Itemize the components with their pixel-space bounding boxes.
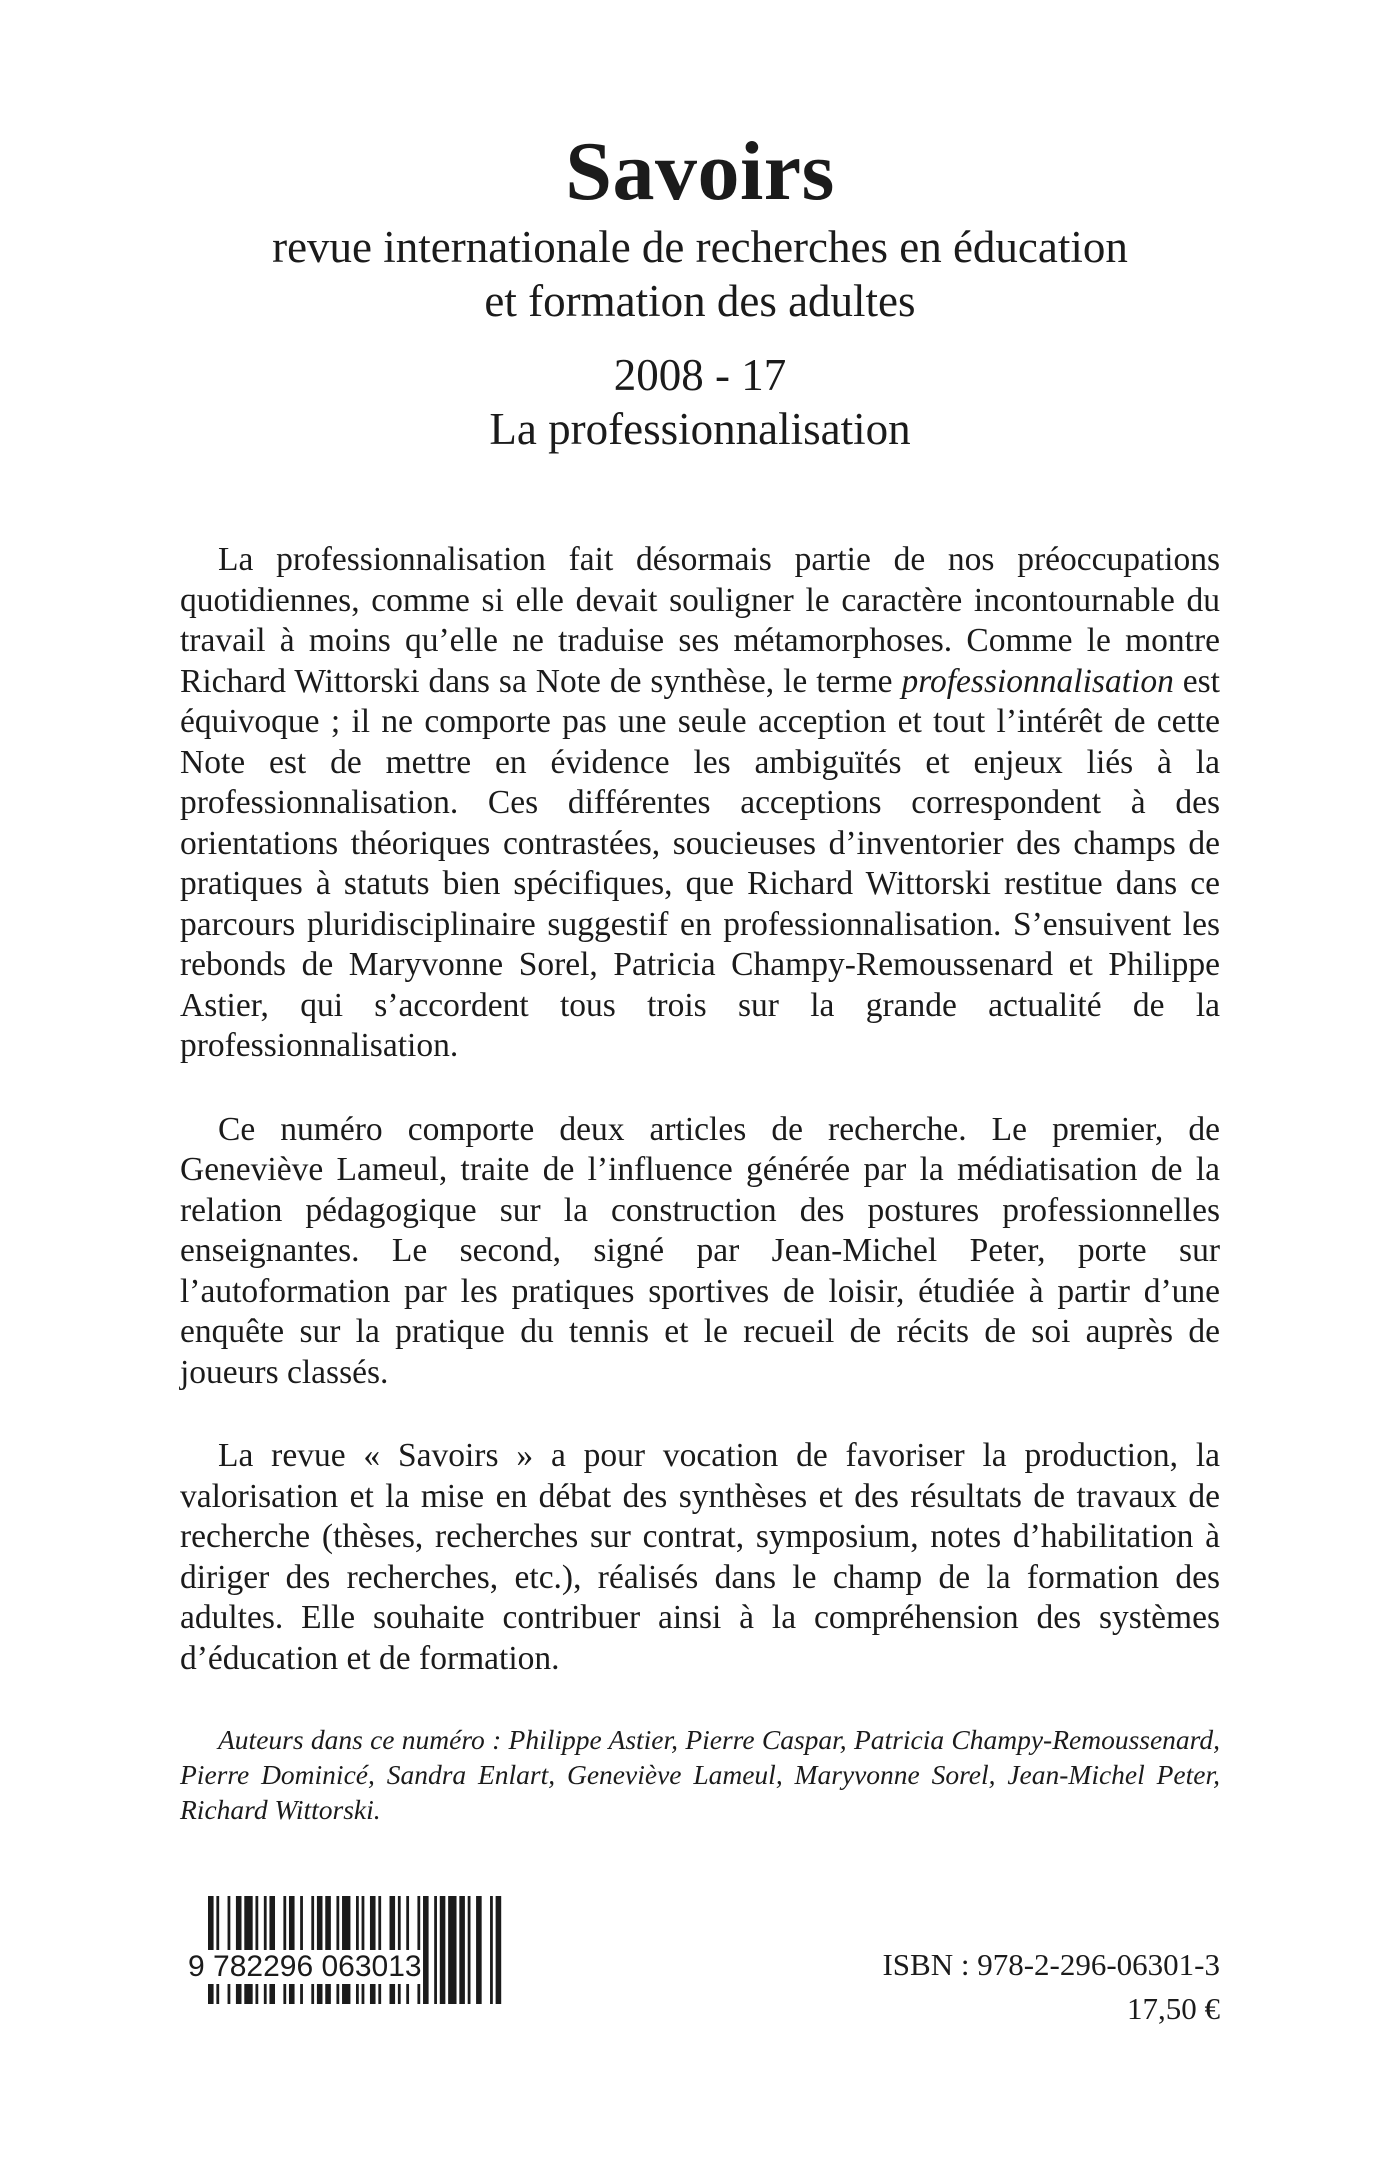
- journal-subtitle-line1: revue internationale de recherches en éducation: [272, 222, 1128, 272]
- issue-number: 2008 - 17: [613, 350, 787, 400]
- price: 17,50 €: [1127, 1991, 1220, 2026]
- paragraph-1-start: La professionnalisation fait désormais partie de nos préoccupations quotidiennes, comme si elle devait souligner le caractère incontournable du travail à moins qu’elle ne traduise ses métamorphoses. Comme le montre Richard Wittorski dans sa Note de synthèse, le terme: [180, 541, 1220, 700]
- paragraph-1: [180, 540, 1220, 1067]
- paragraph-3: La revue « Savoirs » a pour vocation de favoriser la production, la valorisation et la mise en débat des synthèses et des résultats de travaux de recherche (thèses, recherches sur contrat, symposium, notes d’habilitation à diriger des recherches, etc.), réalisés dans le champ de la formation des adultes. Elle souhaite contribuer ainsi à la compréhension des systèmes d’éducation et de formation.: [180, 1437, 1220, 1677]
- authors-list: Auteurs dans ce numéro : Philippe Astier, Pierre Caspar, Patricia Champy-Remoussenard, Pierre Dominicé, Sandra Enlart, Geneviève Lameul, Maryvonne Sorel, Jean-Michel Peter, Richard Wittorski.: [180, 1724, 1220, 1825]
- journal-title: Savoirs: [565, 125, 835, 218]
- header: [0, 124, 1400, 456]
- paragraph-1-end: est équivoque ; il ne comporte pas une seule acception et tout l’intérêt de cette Note est de mettre en évidence les ambiguïtés et enjeux liés à la professionnalisation. Ces différentes acceptions correspondent à des orientations théoriques contrastées, soucieuses d’inventorier des champs de pratiques à statuts bien spécifiques, que Richard Wittorski restitue dans ce parcours pluridisciplinaire suggestif en professionnalisation. S’ensuivent les rebonds de Maryvonne Sorel, Patricia Champy-Remoussenard et Philippe Astier, qui s’accordent tous trois sur la grande actualité de la professionnalisation.: [180, 662, 1220, 1064]
- description: [180, 540, 1220, 1827]
- barcode-digits: 9 782296 063013: [188, 1950, 422, 1983]
- paragraph-2: Ce numéro comporte deux articles de recherche. Le premier, de Geneviève Lameul, traite de l’influence générée par la médiatisation de la relation pédagogique sur la construction des postures professionnelles enseignantes. Le second, signé par Jean-Michel Peter, porte sur l’autoformation par les pratiques sportives de loisir, étudiée à partir d’une enquête sur la pratique du tennis et le recueil de récits de soi auprès de joueurs classés.: [180, 1110, 1220, 1391]
- paragraph-1-emphasis: professionnalisation: [901, 662, 1174, 700]
- issue-theme: La professionnalisation: [489, 404, 911, 454]
- journal-subtitle-line2: et formation des adultes: [484, 276, 916, 326]
- isbn: ISBN : 978-2-296-06301-3: [882, 1947, 1220, 1982]
